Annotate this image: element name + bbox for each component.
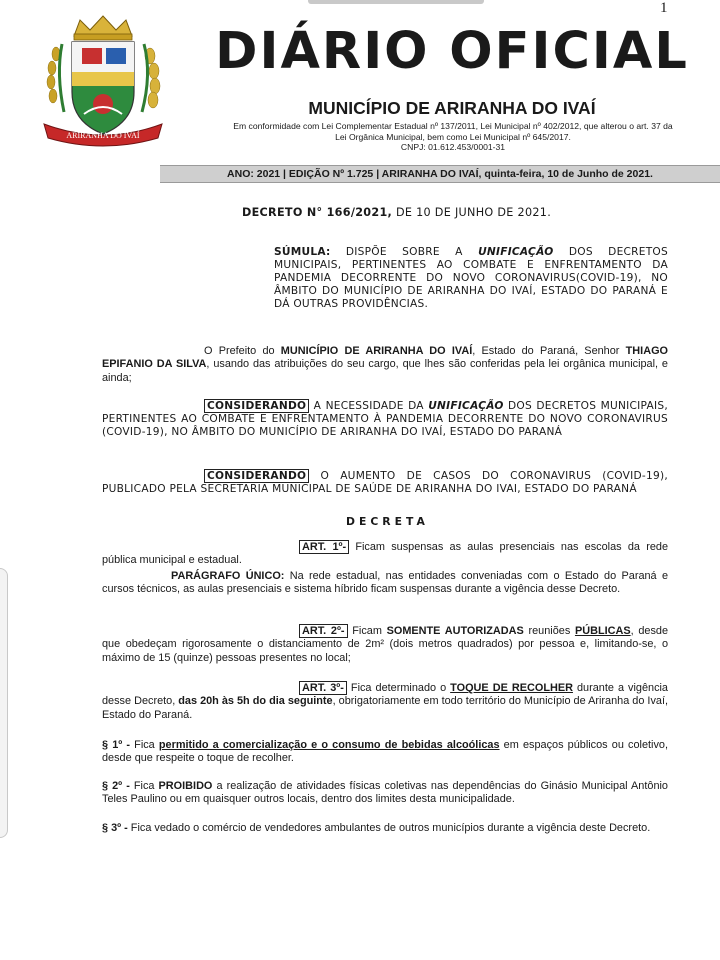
decree-date: DE 10 DE JUNHO DE 2021. (392, 206, 552, 219)
decree-heading (242, 206, 551, 219)
considerando-label: CONSIDERANDO (204, 469, 309, 483)
decreta-heading: DECRETA (346, 515, 429, 528)
article-2-label: ART. 2º- (299, 624, 348, 638)
article-1-label: ART. 1º- (299, 540, 349, 554)
preamble: O Prefeito do MUNICÍPIO DE ARIRANHA DO IVAÍ, Estado do Paraná, Senhor THIAGO EPIFANIO DA SILVA, usando das atribuições do seu cargo, que lhes são conferidas pela lei orgânica municipal, e ainda; (102, 345, 669, 384)
article-3: ART. 3º- Fica determinado o TOQUE DE RECOLHER durante a vigência desse Decreto, das 20h às 5h do dia seguinte, obrigatoriamente em todo território do Município de Ariranha do Ivaí, Estado do Paraná. (102, 682, 668, 721)
sumula: SÚMULA: DISPÕE SOBRE A UNIFICAÇÃO DOS DECRETOS MUNICIPAIS, PERTINENTES AO COMBATE E ENFRENTAMENTO DA PANDEMIA DECORRENTE DO NOVO CORONAVIRUS(COVID-19), NO ÂMBITO DO MUNICÍPIO DE ARIRANHA DO IVAÍ, ESTADO DO PARANÁ E DÁ OUTRAS PROVIDÊNCIAS. (274, 246, 668, 310)
article-2: ART. 2º- Ficam SOMENTE AUTORIZADAS reuniões PÚBLICAS, desde que obedeçam rigorosamente o distanciamento de 2m² (dois metros quadrados) por pessoa e, limitando-se, o máximo de 15 (quinze) pessoas presentes no local; (102, 625, 669, 664)
considerando-1: CONSIDERANDO A NECESSIDADE DA UNIFICAÇÃO DOS DECRETOS MUNICIPAIS, PERTINENTES AO COMBATE E ENFRENTAMENTO À PANDEMIA DECORRENTE DO NOVO CORONAVIRUS (COVID-19), NO ÂMBITO DO MUNICÍPIO DE ARIRANHA DO IVAÍ, ESTADO DO PARANÁ (102, 400, 668, 438)
decree-number: DECRETO N° 166/2021, (242, 206, 393, 219)
cnpj: CNPJ: 01.612.453/0001-31 (400, 142, 506, 153)
legal-basis (196, 121, 710, 153)
municipal-coat-of-arms-icon (34, 14, 172, 152)
legal-line-1: Em conformidade com Lei Complementar Estadual nº 137/2011, Lei Municipal nº 402/2012, que alterou o art. 37 da (233, 121, 673, 131)
newspaper-title: DIÁRIO OFICIAL (215, 22, 689, 81)
section-1: § 1º - Fica permitido a comercialização e o consumo de bebidas alcoólicas em espaços públicos ou coletivo, desde que respeite o toque de recolher. (102, 739, 668, 765)
considerando-2: CONSIDERANDO O AUMENTO DE CASOS DO CORONAVIRUS (COVID-19), PUBLICADO PELA SECRETARIA MUNICIPAL DE SAÚDE DE ARIRANHA DO IVAI, ESTADO DO PARANÁ (102, 470, 668, 495)
article-1: ART. 1º- Ficam suspensas as aulas presenciais nas escolas da rede pública municipal e estadual. (102, 541, 668, 567)
coat-ribbon-text: ARIRANHA DO IVAÍ (66, 131, 140, 140)
legal-line-2: Lei Orgânica Municipal, bem como Lei Municipal nº 645/2017. (335, 131, 571, 142)
municipality-name: MUNICÍPIO DE ARIRANHA DO IVAÍ (308, 98, 596, 118)
paragrafo-unico: PARÁGRAFO ÚNICO: Na rede estadual, nas entidades conveniadas com o Estado do Paraná e cursos técnicos, as aulas presenciais e sistema híbrido ficam suspensas durante a vigência desse Decreto. (102, 570, 668, 596)
section-2-label: § 2º - (102, 780, 130, 792)
edition-banner: ANO: 2021 | EDIÇÃO Nº 1.725 | ARIRANHA DO IVAÍ, quinta-feira, 10 de Junho de 2021. (160, 165, 720, 183)
scan-side-artifact (0, 568, 8, 838)
article-3-label: ART. 3º- (299, 681, 347, 695)
section-1-label: § 1º - (102, 739, 131, 751)
considerando-label: CONSIDERANDO (204, 399, 309, 413)
page-number: 1 (660, 0, 668, 16)
section-2: § 2º - Fica PROIBIDO a realização de atividades físicas coletivas nas dependências do Ginásio Municipal Antônio Teles Paulino ou em quaisquer outros locais, dentro dos limites desta municipalidade. (102, 780, 668, 806)
paragrafo-unico-label: PARÁGRAFO ÚNICO: (171, 570, 285, 582)
section-3: § 3º - Fica vedado o comércio de vendedores ambulantes de outros municípios durante a vigência deste Decreto. (102, 822, 651, 834)
section-3-label: § 3º - (102, 822, 128, 834)
sumula-label: SÚMULA: (274, 246, 331, 258)
scan-edge-artifact (308, 0, 484, 4)
mayor-name: THIAGO EPIFANIO DA SILVA (102, 345, 669, 371)
